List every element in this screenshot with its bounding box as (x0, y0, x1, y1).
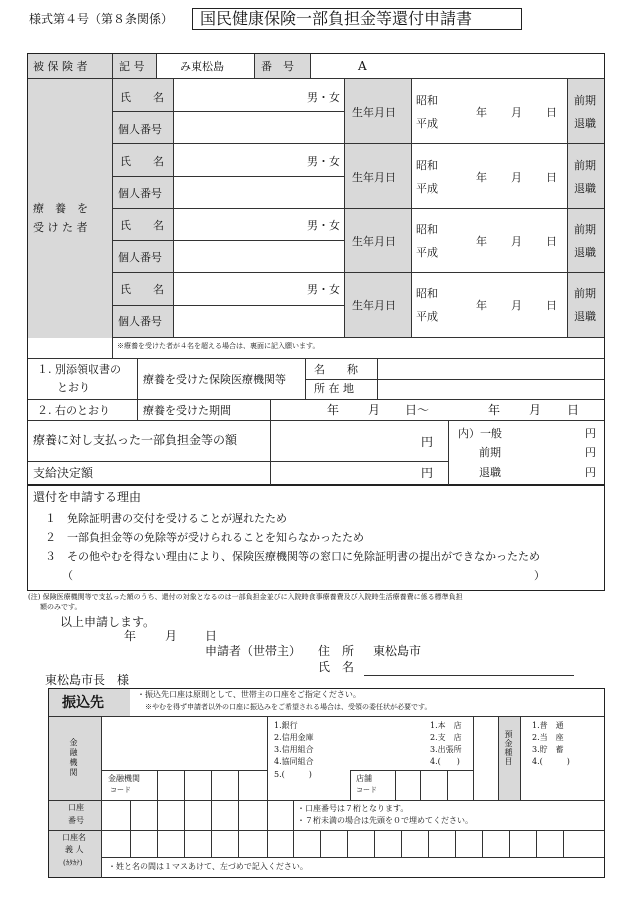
holder-label-2: 義 人 (65, 845, 84, 854)
kind-kyodo[interactable]: 4.協同組合 (274, 757, 314, 766)
form-number: 様式第４号（第８条関係） (29, 12, 174, 26)
breakdown-retired: 退職 (479, 466, 501, 479)
patient-sex[interactable]: 男・女 (307, 155, 340, 168)
bank-inst-label: 金融機関 (69, 738, 78, 778)
month-label: 月 (511, 106, 522, 119)
day-label: 日 (546, 106, 557, 119)
era-heisei[interactable]: 平成 (416, 310, 438, 323)
address-label: 住 所 (318, 644, 355, 658)
month-label: 月 (511, 299, 522, 312)
app-year: 年 (124, 629, 137, 643)
patient-kojin-label: 個人番号 (118, 315, 162, 328)
year-label: 年 (476, 106, 487, 119)
kind-bank[interactable]: 1.銀行 (274, 721, 298, 730)
inst-code-sub: コード (110, 786, 131, 794)
patient-name-label: 氏 名 (120, 219, 164, 232)
branch-sub[interactable]: 2.支 店 (430, 733, 462, 742)
period-to-year: 年 (488, 403, 501, 417)
paid-amount-yen: 円 (421, 435, 434, 449)
footnote-line-1: (注) 保険医療機関等で支払った額のうち、還付の対象となるのは一部負担金並びに入院時食事療養費及び入院時生活療養費に係る標準負担 (28, 593, 463, 601)
holder-note: ・姓と名の間は１マスあけて、左づめで記入ください。 (108, 862, 308, 871)
type-early[interactable]: 前期 (574, 223, 596, 236)
period-from-month: 月 (368, 403, 381, 417)
patient-birth-label: 生年月日 (352, 299, 396, 312)
patient-birth-label: 生年月日 (352, 171, 396, 184)
month-label: 月 (511, 235, 522, 248)
month-label: 月 (511, 171, 522, 184)
application-statement: 以上申請します。 (60, 615, 156, 629)
reason-item-3[interactable]: ３ その他やむを得ない理由により、保険医療機関等の窓口に免除証明書の提出ができなかったため (45, 550, 540, 563)
reason-paren-open: （ (62, 569, 73, 582)
period-from-year: 年 (327, 403, 340, 417)
deposit-savings[interactable]: 3.貯 蓄 (532, 745, 564, 754)
era-heisei[interactable]: 平成 (416, 117, 438, 130)
branch-main[interactable]: 1.本 店 (430, 721, 462, 730)
yen-early: 円 (585, 446, 596, 459)
type-retired[interactable]: 退職 (574, 117, 596, 130)
kind-other[interactable]: 5.( ) (274, 770, 312, 779)
type-retired[interactable]: 退職 (574, 246, 596, 259)
period-to-month: 月 (529, 403, 542, 417)
inst-label: 療養を受けた保険医療機関等 (143, 373, 286, 386)
branch-code-label: 店舗 (356, 774, 372, 783)
patient-kojin-label: 個人番号 (118, 251, 162, 264)
bank-title: 振込先 (62, 695, 104, 711)
type-early[interactable]: 前期 (574, 94, 596, 107)
day-label: 日 (546, 299, 557, 312)
account-label-1: 口座 (68, 803, 84, 812)
deposit-label: 預金種目 (504, 730, 513, 766)
account-note-2: ・７桁未満の場合は先頭を０で埋めてください。 (297, 816, 473, 825)
kigo-value[interactable]: み東松島 (180, 60, 224, 73)
breakdown-general: 内）一般 (458, 427, 502, 440)
applicant-name-line (364, 675, 574, 676)
era-showa[interactable]: 昭和 (416, 287, 438, 300)
type-early[interactable]: 前期 (574, 287, 596, 300)
patients-label-1: 療 養 を (33, 202, 88, 215)
yen-general: 円 (585, 427, 596, 440)
type-retired[interactable]: 退職 (574, 310, 596, 323)
bank-note-2: ※やむを得ず申請者以外の口座に振込みをご希望される場合は、受領の委任状が必要です。 (145, 703, 432, 711)
patient-name-label: 氏 名 (120, 91, 164, 104)
era-showa[interactable]: 昭和 (416, 159, 438, 172)
account-label-2: 番号 (68, 816, 84, 825)
inst-name-label: 名 称 (314, 363, 358, 376)
insured-label: 被 保 険 者 (33, 60, 88, 73)
type-retired[interactable]: 退職 (574, 182, 596, 195)
patient-name-label: 氏 名 (120, 283, 164, 296)
breakdown-early: 前期 (479, 446, 501, 459)
patient-sex[interactable]: 男・女 (307, 219, 340, 232)
branch-other[interactable]: 4.( ) (430, 757, 460, 766)
branch-code-sub: コード (356, 786, 377, 794)
patient-birth-label: 生年月日 (352, 235, 396, 248)
applicant-name-label: 氏 名 (318, 660, 355, 674)
day-label: 日 (546, 235, 557, 248)
day-label: 日 (546, 171, 557, 184)
decision-label: 支給決定額 (33, 466, 94, 480)
reason-item-1[interactable]: １ 免除証明書の交付を受けることが遅れたため (45, 512, 287, 525)
patient-birth-label: 生年月日 (352, 106, 396, 119)
form-title: 国民健康保険一部負担金等還付申請書 (200, 9, 473, 28)
period-to-day: 日 (567, 403, 580, 417)
deposit-other[interactable]: 4.( ) (532, 757, 570, 766)
inst-option-1a[interactable]: １. 別添領収書の (37, 363, 121, 376)
addressee: 東松島市長 様 (45, 673, 130, 687)
address-value[interactable]: 東松島市 (373, 644, 422, 658)
inst-option-2[interactable]: ２. 右のとおり (37, 404, 110, 417)
patient-name-label: 氏 名 (120, 155, 164, 168)
type-early[interactable]: 前期 (574, 159, 596, 172)
deposit-current[interactable]: 2.当 座 (532, 733, 564, 742)
holder-kana: (ｶﾀｶﾅ) (63, 859, 83, 867)
period-label: 療養を受けた期間 (143, 404, 231, 417)
patient-sex[interactable]: 男・女 (307, 283, 340, 296)
inst-code-label: 金融機関 (108, 774, 140, 783)
decision-yen: 円 (421, 466, 434, 480)
holder-label-1: 口座名 (62, 833, 86, 842)
patient-sex[interactable]: 男・女 (307, 91, 340, 104)
yen-retired: 円 (585, 466, 596, 479)
bango-value[interactable]: A (358, 59, 367, 73)
paid-amount-label: 療養に対し支払った一部負担金等の額 (33, 433, 238, 447)
era-heisei[interactable]: 平成 (416, 246, 438, 259)
kigo-label: 記 号 (119, 60, 145, 73)
branch-office[interactable]: 3.出張所 (430, 745, 462, 754)
bank-note-1: ・振込先口座は原則として、世帯主の口座をご指定ください。 (137, 690, 361, 699)
kind-shinkin[interactable]: 2.信用金庫 (274, 733, 314, 742)
year-label: 年 (476, 235, 487, 248)
year-label: 年 (476, 299, 487, 312)
inst-option-1b: とおり (57, 381, 90, 394)
reason-paren-close: ） (534, 569, 545, 582)
era-showa[interactable]: 昭和 (416, 223, 438, 236)
reason-title: 還付を申請する理由 (33, 490, 142, 504)
period-from-day: 日～ (405, 403, 430, 417)
kind-shinkumi[interactable]: 3.信用組合 (274, 745, 314, 754)
account-note-1: ・口座番号は７桁となります。 (297, 804, 409, 813)
patient-kojin-label: 個人番号 (118, 123, 162, 136)
patient-kojin-label: 個人番号 (118, 187, 162, 200)
patients-label-2: 受 け た 者 (33, 221, 88, 234)
patients-note: ※療養を受けた者が４名を超える場合は、裏面に記入願います。 (117, 342, 320, 350)
era-heisei[interactable]: 平成 (416, 182, 438, 195)
reason-item-2[interactable]: ２ 一部負担金等の免除等が受けられることを知らなかったため (45, 531, 364, 544)
applicant-label: 申請者（世帯主） (205, 644, 302, 658)
year-label: 年 (476, 171, 487, 184)
era-showa[interactable]: 昭和 (416, 94, 438, 107)
bango-label: 番 号 (261, 60, 294, 73)
app-month: 月 (165, 629, 178, 643)
deposit-ordinary[interactable]: 1.普 通 (532, 721, 564, 730)
inst-addr-label: 所 在 地 (314, 382, 354, 395)
footnote-line-2: 額のみです。 (40, 603, 82, 611)
app-day: 日 (205, 629, 218, 643)
